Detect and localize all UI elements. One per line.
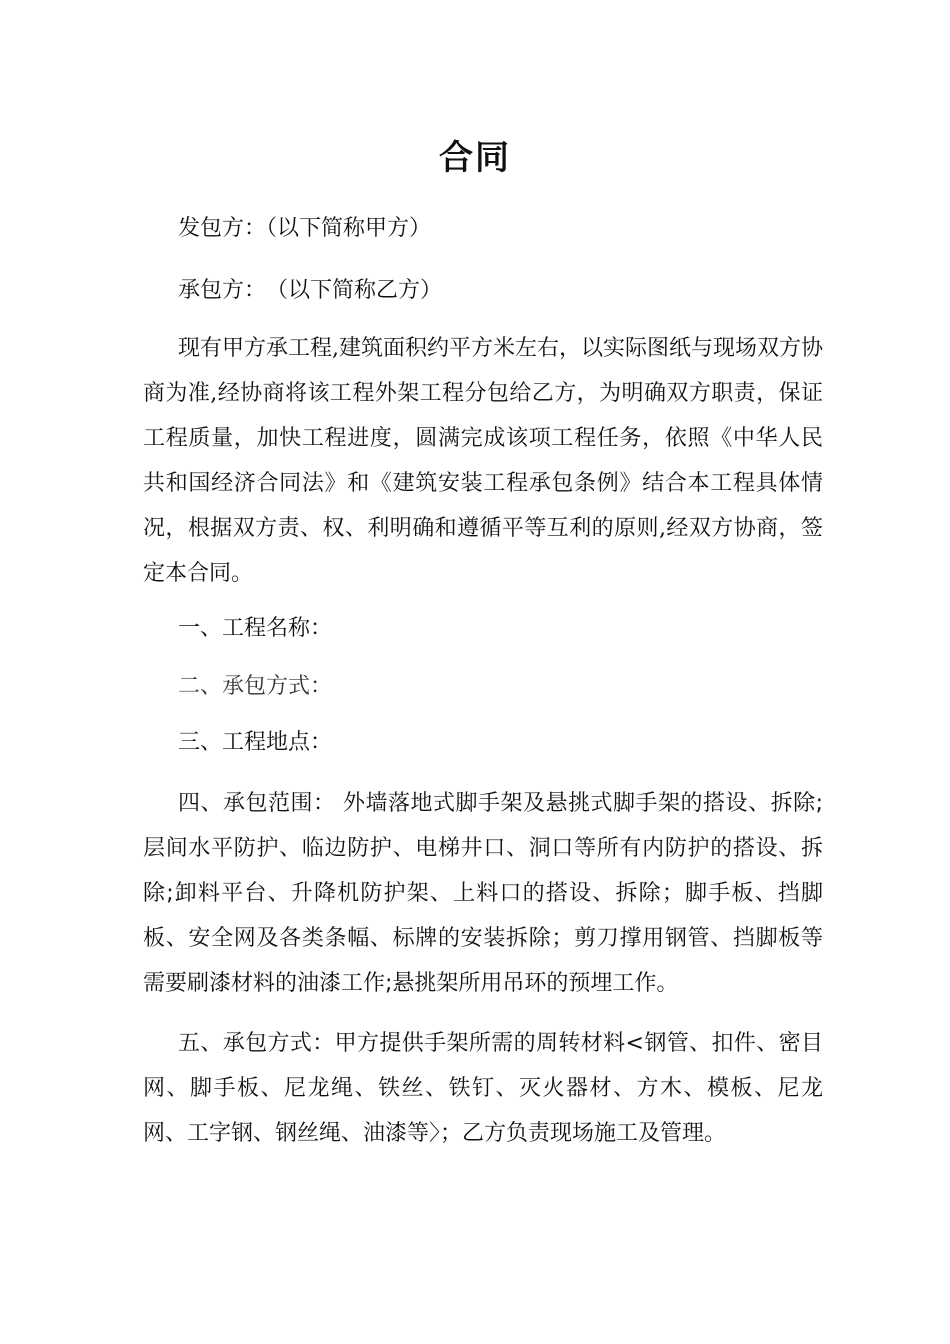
intro-paragraph: 现有甲方承工程,建筑面积约平方米左右，以实际图纸与现场双方协商为准,经协商将该工程外架工程分包给乙方，为明确双方职责，保证工程质量，加快工程进度，圆满完成该项工程任务，依照《中华人民共和国经济合同法》和《建筑安装工程承包条例》结合本工程具体情况，根据双方责、权、利明确和遵循平等互利的原则,经双方协商，签定本合同。 bbox=[143, 336, 823, 586]
section-contract-scope: 四、承包范围： 外墙落地式脚手架及悬挑式脚手架的搭设、拆除;层间水平防护、临边防护、电梯井口、洞口等所有内防护的搭设、拆除;卸料平台、升降机防护架、上料口的搭设、拆除；脚手板、挡脚板、安全网及各类条幅、标牌的安装拆除；剪刀撑用钢管、挡脚板等需要刷漆材料的油漆工作;悬挑架所用吊环的预埋工作。 bbox=[143, 791, 823, 996]
section-contract-method: 二、承包方式： bbox=[178, 674, 333, 699]
party-b-line: 承包方： （以下简称乙方） bbox=[178, 278, 443, 303]
section-project-name: 一、工程名称： bbox=[178, 616, 333, 641]
section-project-location: 三、工程地点： bbox=[178, 730, 333, 755]
document-title: 合同 bbox=[439, 138, 511, 178]
section-contract-terms: 五、承包方式：甲方提供手架所需的周转材料<钢管、扣件、密目网、脚手板、尼龙绳、铁丝、铁钉、灭火器材、方木、模板、尼龙网、工字钢、钢丝绳、油漆等〉；乙方负责现场施工及管理。 bbox=[143, 1031, 823, 1146]
party-a-line: 发包方：（以下简称甲方） bbox=[178, 216, 432, 241]
